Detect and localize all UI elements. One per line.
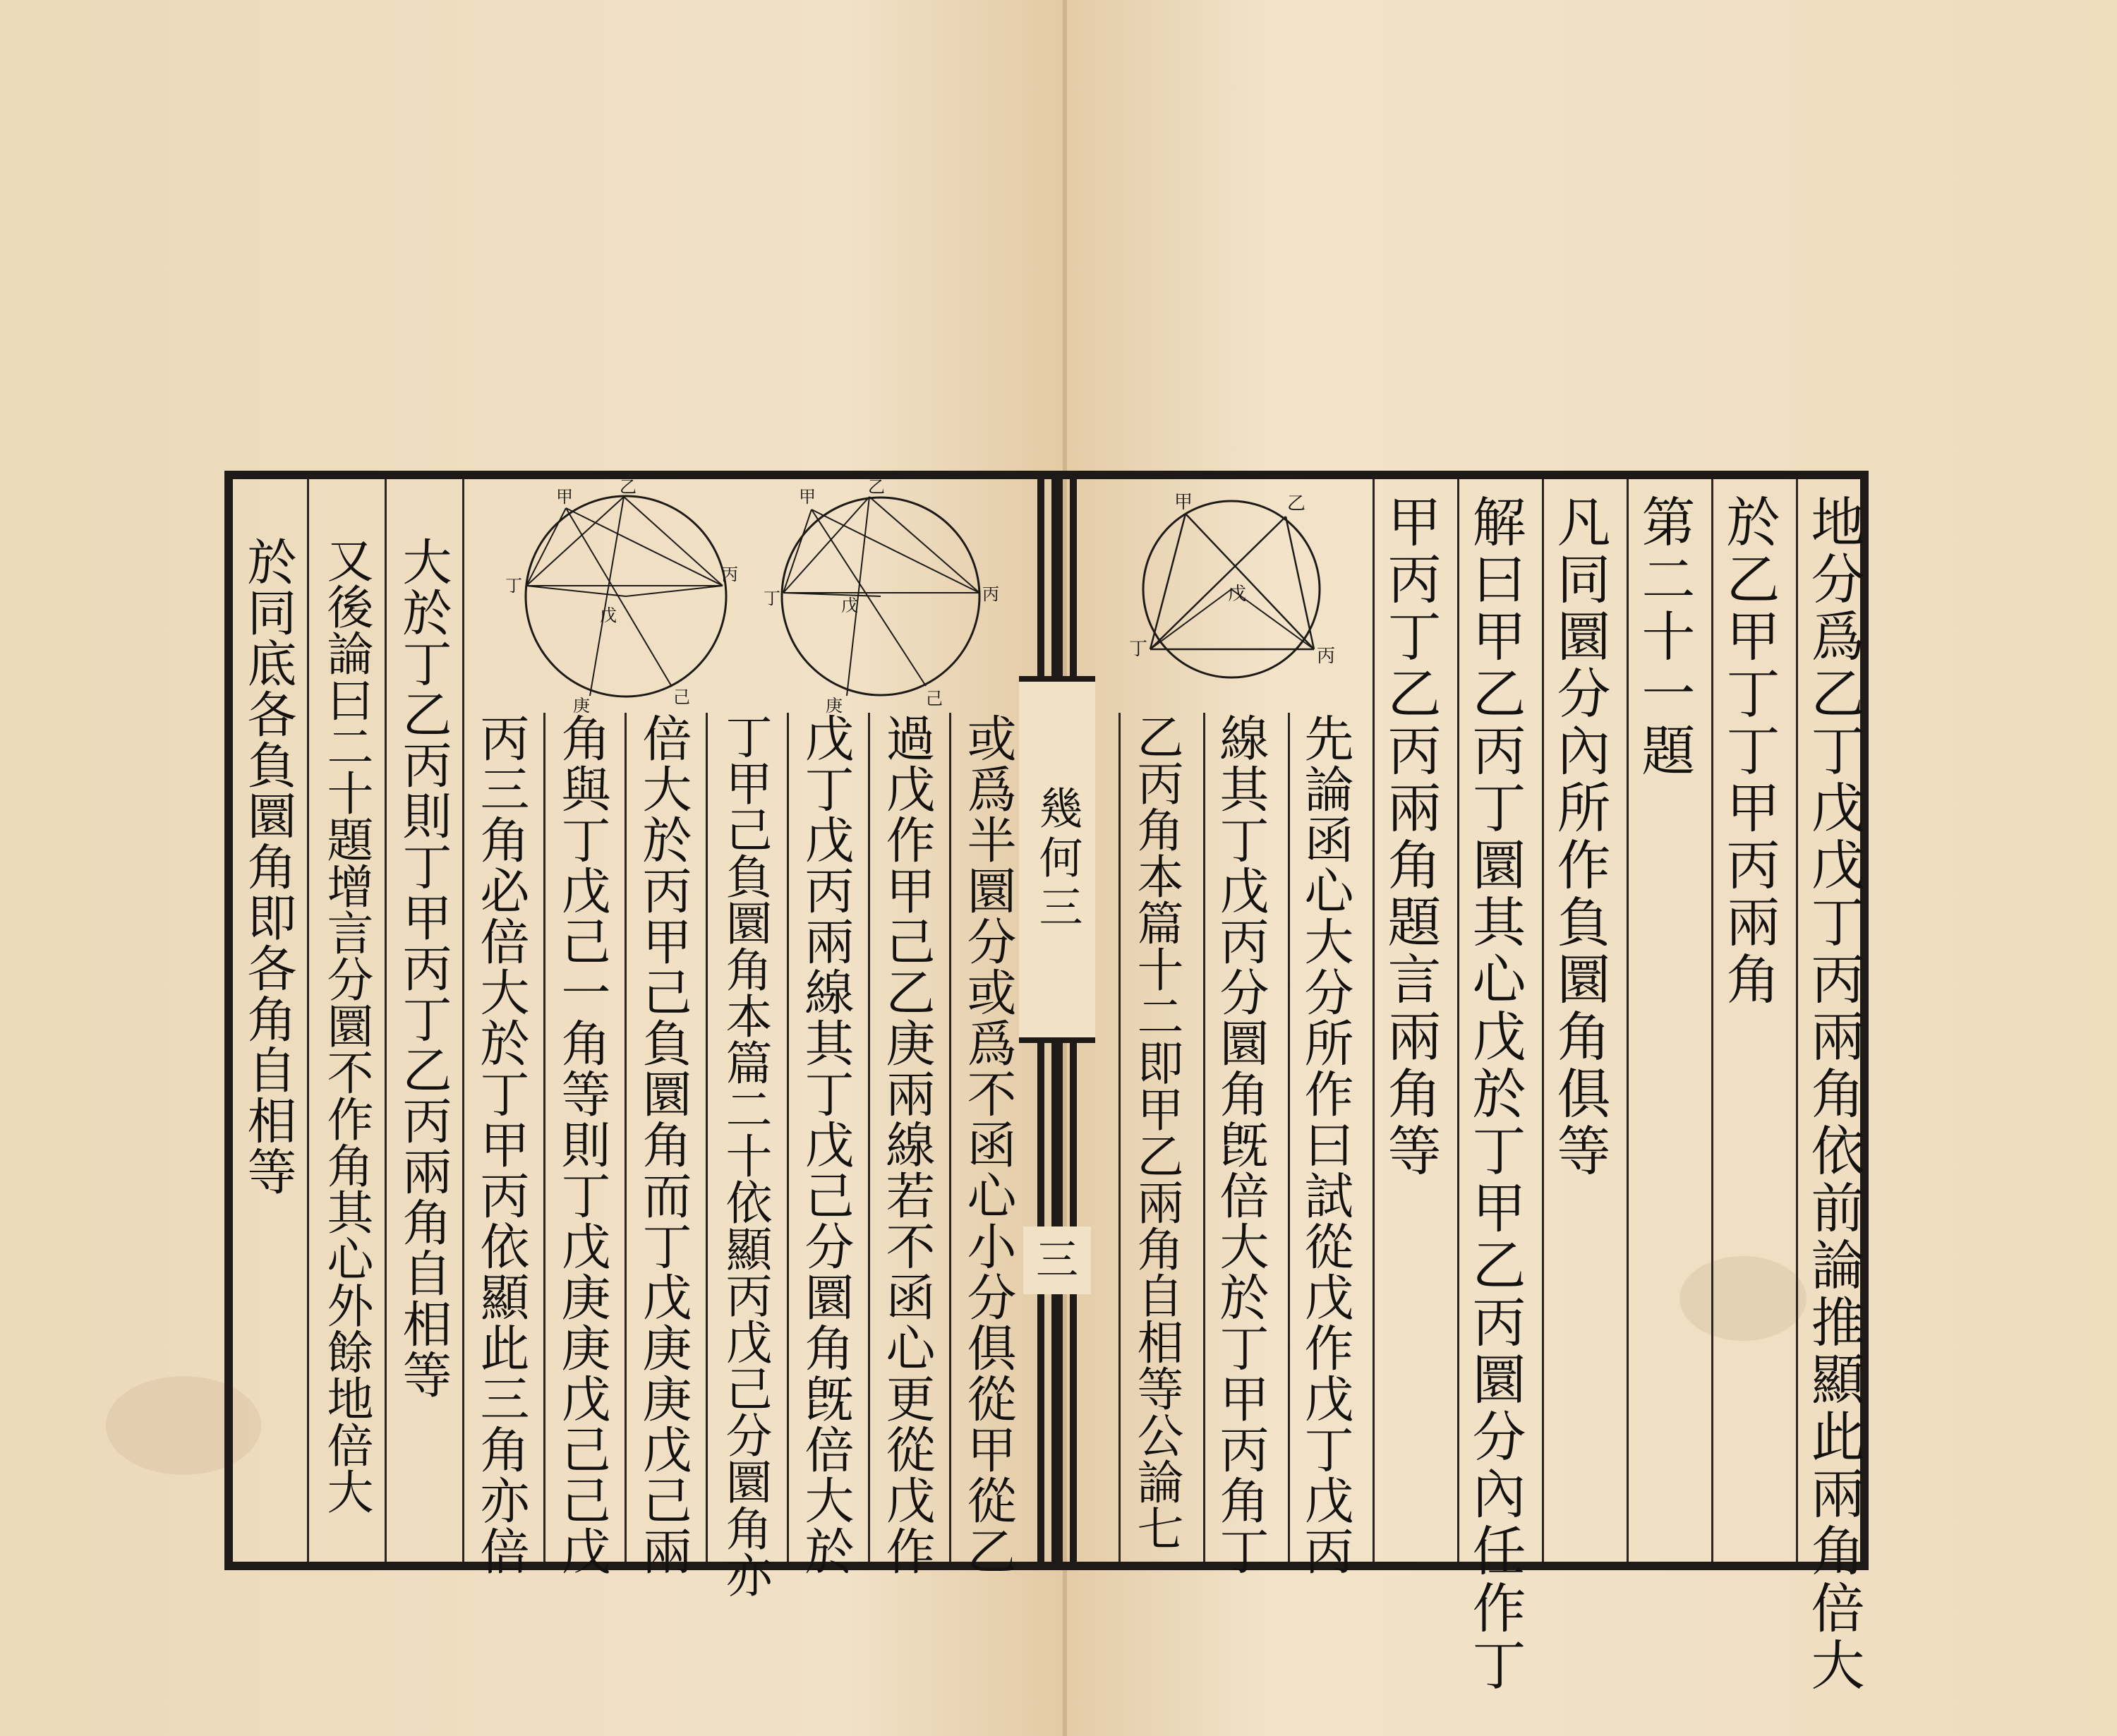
text-column: 乙丙角本篇十二即甲乙兩角自相等公論七 bbox=[1129, 713, 1183, 1551]
column-rule bbox=[543, 713, 545, 1562]
column-rule bbox=[307, 479, 309, 1562]
text-column: 丁甲己負圜角本篇二十依顯丙戊己分圜角亦 bbox=[718, 713, 772, 1598]
text-column: 大於丁乙丙則丁甲丙丁乙丙兩角自相等 bbox=[394, 536, 452, 1400]
text-column: 凡同圜分內所作負圜角俱等 bbox=[1548, 494, 1611, 1180]
fig-label: 庚 bbox=[826, 696, 843, 716]
text-column: 於同底各負圜角即各角自相等 bbox=[239, 536, 297, 1197]
column-rule bbox=[1373, 479, 1375, 1562]
column-rule bbox=[462, 479, 464, 1562]
fig-label: 丁 bbox=[505, 576, 522, 596]
fig-label: 乙 bbox=[868, 477, 885, 497]
text-column: 線其丁戊丙分圜角旣倍大於丁甲丙角丁 bbox=[1212, 713, 1269, 1577]
text-column: 於乙甲丁丁甲丙兩角 bbox=[1718, 494, 1780, 1008]
spine-title: 幾何三 bbox=[1019, 676, 1095, 1043]
text-column: 先論函心大分所作曰試從戊作戊丁戊丙 bbox=[1296, 713, 1354, 1577]
column-rule bbox=[949, 713, 951, 1562]
column-rule bbox=[706, 713, 708, 1562]
column-rule bbox=[625, 713, 627, 1562]
text-column: 地分爲乙丁戊戊丁丙兩角依前論推顯此兩角倍大 bbox=[1802, 494, 1865, 1694]
column-rule bbox=[868, 713, 870, 1562]
text-column: 過戊作甲己乙庚兩線若不函心更從戊作 bbox=[878, 713, 936, 1577]
fig-label: 丁 bbox=[1129, 639, 1148, 660]
text-column: 丙三角必倍大於丁甲丙依顯此三角亦倍 bbox=[472, 713, 530, 1577]
column-rule bbox=[1457, 479, 1459, 1562]
text-column: 甲丙丁乙丙兩角題言兩角等 bbox=[1379, 494, 1442, 1180]
text-column: 第二十一題 bbox=[1633, 494, 1696, 780]
column-rule bbox=[1796, 479, 1798, 1562]
fig-label: 乙 bbox=[620, 477, 637, 497]
column-rule bbox=[787, 713, 789, 1562]
fig-label: 甲 bbox=[1174, 492, 1193, 513]
column-rule bbox=[1288, 713, 1290, 1562]
fig-label: 乙 bbox=[1287, 493, 1306, 514]
text-column: 戊丁戊丙兩線其丁戊己分圜角旣倍大於 bbox=[797, 713, 855, 1577]
column-rule bbox=[1627, 479, 1629, 1562]
left-figure-2 bbox=[762, 477, 999, 716]
fig-label: 庚 bbox=[573, 696, 590, 716]
fig-label: 甲 bbox=[799, 487, 816, 507]
fig-label: 戊 bbox=[841, 596, 858, 615]
spine-label bbox=[1019, 676, 1095, 1339]
column-rule bbox=[385, 479, 387, 1562]
column-rule bbox=[1203, 713, 1205, 1562]
column-rule bbox=[1118, 713, 1121, 1562]
right-figure bbox=[1101, 487, 1369, 699]
text-column: 解曰甲乙丙丁圜其心戊於丁甲乙丙圜分內任作丁 bbox=[1464, 494, 1526, 1694]
column-rule bbox=[1711, 479, 1713, 1562]
fig-label: 丁 bbox=[764, 589, 780, 608]
fig-label: 甲 bbox=[556, 487, 573, 507]
fig-label: 戊 bbox=[1228, 584, 1247, 605]
fig-label: 丙 bbox=[1317, 646, 1336, 667]
page-number: 三 bbox=[1023, 1226, 1091, 1294]
left-figure-1 bbox=[505, 477, 742, 716]
fig-label: 己 bbox=[926, 689, 943, 709]
column-rule bbox=[1542, 479, 1544, 1562]
fig-label: 己 bbox=[673, 687, 690, 707]
fig-label: 丙 bbox=[721, 565, 738, 584]
text-column: 又後論曰二十題增言分圜不作角其心外餘地倍大 bbox=[319, 536, 373, 1514]
fig-label: 戊 bbox=[600, 605, 617, 625]
text-column: 倍大於丙甲己負圜角而丁戊庚庚戊己兩 bbox=[634, 713, 692, 1577]
fig-label: 丙 bbox=[982, 584, 999, 604]
text-column: 或爲半圜分或爲不函心小分俱從甲從乙 bbox=[959, 713, 1017, 1577]
text-column: 角與丁戊己一角等則丁戊庚庚戊己己戊 bbox=[553, 713, 611, 1577]
